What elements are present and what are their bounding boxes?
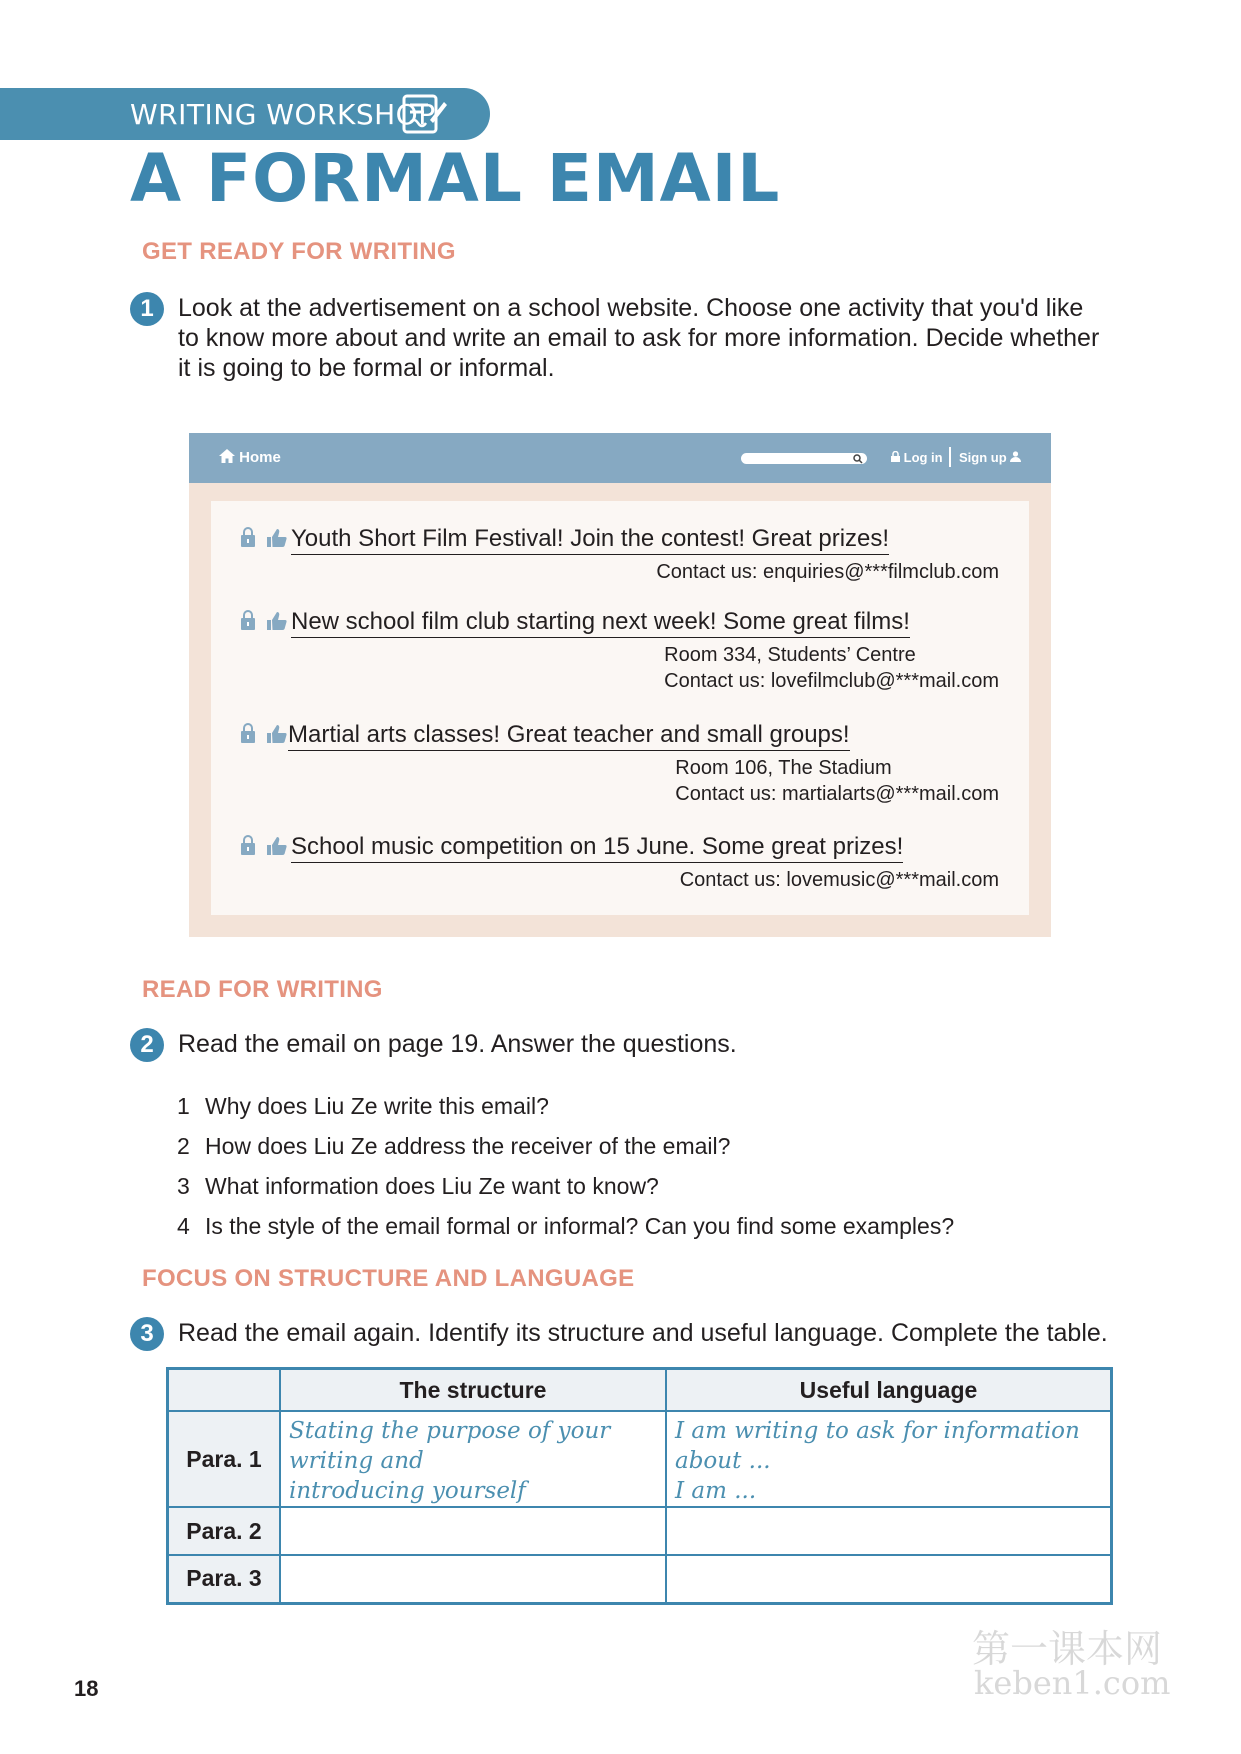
task-instructions	[178, 293, 1138, 383]
advert-icons	[239, 833, 295, 864]
question-number: 1	[177, 1093, 190, 1119]
nav-divider	[949, 447, 951, 467]
advert-info-line: Contact us: lovemusic@***mail.com	[679, 869, 999, 891]
advert-headline[interactable]: New school film club starting next week! Some great films!	[291, 608, 910, 638]
login-label: Log in	[903, 450, 943, 465]
task-line: Look at the advertisement on a school website. Choose one activity that you'd like	[178, 294, 1084, 322]
table-row	[168, 1555, 1112, 1603]
question-item	[177, 1133, 730, 1160]
table-row	[168, 1411, 1112, 1507]
row-label: Para. 3	[168, 1555, 281, 1603]
advert-contact	[675, 755, 999, 807]
advert-icons	[239, 525, 295, 556]
column-header-structure: The structure	[280, 1369, 666, 1412]
advert-info-line: Contact us: lovefilmclub@***mail.com	[664, 670, 999, 692]
page-number: 18	[74, 1676, 99, 1701]
advert-panel	[211, 501, 1029, 915]
website-nav-bar	[189, 433, 1051, 483]
watermark-url: keben1.com	[974, 1664, 1171, 1702]
lock-icon	[241, 528, 255, 547]
cell-line: I am writing to ask for information about ...	[675, 1418, 1080, 1474]
school-website-mockup	[189, 433, 1051, 937]
lock-icon	[891, 451, 900, 462]
task-instructions: Read the email on page 19. Answer the questions.	[178, 1030, 737, 1058]
question-number: 3	[177, 1173, 190, 1199]
writing-pad-icon	[400, 92, 448, 141]
question-text: Why does Liu Ze write this email?	[205, 1093, 549, 1119]
thumbs-up-icon	[267, 725, 287, 743]
row-label: Para. 1	[168, 1411, 281, 1507]
task-number-badge: 1	[130, 292, 164, 326]
section-heading-read: READ FOR WRITING	[142, 976, 383, 1003]
lock-icon	[241, 724, 255, 743]
question-item	[177, 1213, 954, 1240]
cell-line: introducing yourself	[289, 1478, 526, 1504]
advert-info-line: Room 106, The Stadium	[675, 757, 892, 779]
user-icon	[1010, 451, 1021, 462]
row-label: Para. 2	[168, 1507, 281, 1555]
watermark: 第一课本网	[972, 1627, 1163, 1671]
advert-headline[interactable]: School music competition on 15 June. Some great prizes!	[291, 833, 903, 863]
advert-contact	[680, 867, 999, 893]
task-number-badge: 2	[130, 1028, 164, 1062]
page-title: A FORMAL EMAIL	[130, 140, 781, 217]
advert-contact	[656, 559, 999, 585]
question-item	[177, 1173, 659, 1200]
home-link[interactable]	[219, 449, 281, 466]
structure-cell[interactable]	[280, 1411, 666, 1507]
login-link[interactable]	[891, 450, 943, 465]
language-cell[interactable]	[666, 1555, 1112, 1603]
signup-label: Sign up	[959, 450, 1007, 465]
lock-icon	[241, 836, 255, 855]
column-header-language: Useful language	[666, 1369, 1112, 1412]
language-cell[interactable]	[666, 1507, 1112, 1555]
banner-label: WRITING WORKSHOP	[130, 98, 436, 131]
question-item	[177, 1093, 549, 1120]
advert-icons	[239, 608, 295, 639]
cell-line: I am ...	[675, 1478, 757, 1504]
table-header-row	[168, 1369, 1112, 1412]
structure-cell[interactable]	[280, 1555, 666, 1603]
question-number: 2	[177, 1133, 190, 1159]
language-cell[interactable]	[666, 1411, 1112, 1507]
advert-headline[interactable]: Martial arts classes! Great teacher and small groups!	[288, 721, 850, 751]
advert-info-line: Contact us: enquiries@***filmclub.com	[656, 561, 999, 583]
advert-info-line: Room 334, Students’ Centre	[664, 644, 916, 666]
thumbs-up-icon	[267, 837, 287, 855]
advert-headline[interactable]: Youth Short Film Festival! Join the contest! Great prizes!	[291, 525, 889, 555]
search-input[interactable]	[741, 453, 867, 464]
home-label: Home	[239, 449, 281, 466]
task-line: to know more about and write an email to ask for more information. Decide whether	[178, 324, 1100, 352]
question-text: What information does Liu Ze want to know?	[205, 1173, 659, 1199]
cell-line: Stating the purpose of your writing and	[289, 1418, 611, 1474]
home-icon	[219, 449, 235, 463]
lock-icon	[241, 611, 255, 630]
task-line: it is going to be formal or informal.	[178, 354, 555, 382]
advert-icons	[239, 721, 295, 752]
thumbs-up-icon	[267, 529, 287, 547]
table-row	[168, 1507, 1112, 1555]
section-banner	[0, 88, 490, 140]
signup-link[interactable]	[959, 450, 1021, 465]
search-icon	[853, 454, 863, 464]
question-number: 4	[177, 1213, 190, 1239]
section-heading-focus: FOCUS ON STRUCTURE AND LANGUAGE	[142, 1265, 635, 1292]
question-text: Is the style of the email formal or informal? Can you find some examples?	[205, 1213, 955, 1239]
structure-cell[interactable]	[280, 1507, 666, 1555]
advert-info-line: Contact us: martialarts@***mail.com	[675, 783, 999, 805]
question-text: How does Liu Ze address the receiver of the email?	[205, 1133, 731, 1159]
structure-table	[166, 1367, 1113, 1605]
task-number-badge: 3	[130, 1317, 164, 1351]
section-heading-get-ready: GET READY FOR WRITING	[142, 238, 456, 265]
table-corner-cell	[168, 1369, 281, 1412]
task-instructions: Read the email again. Identify its structure and useful language. Complete the table.	[178, 1319, 1108, 1347]
thumbs-up-icon	[267, 612, 287, 630]
advert-contact	[664, 642, 999, 694]
